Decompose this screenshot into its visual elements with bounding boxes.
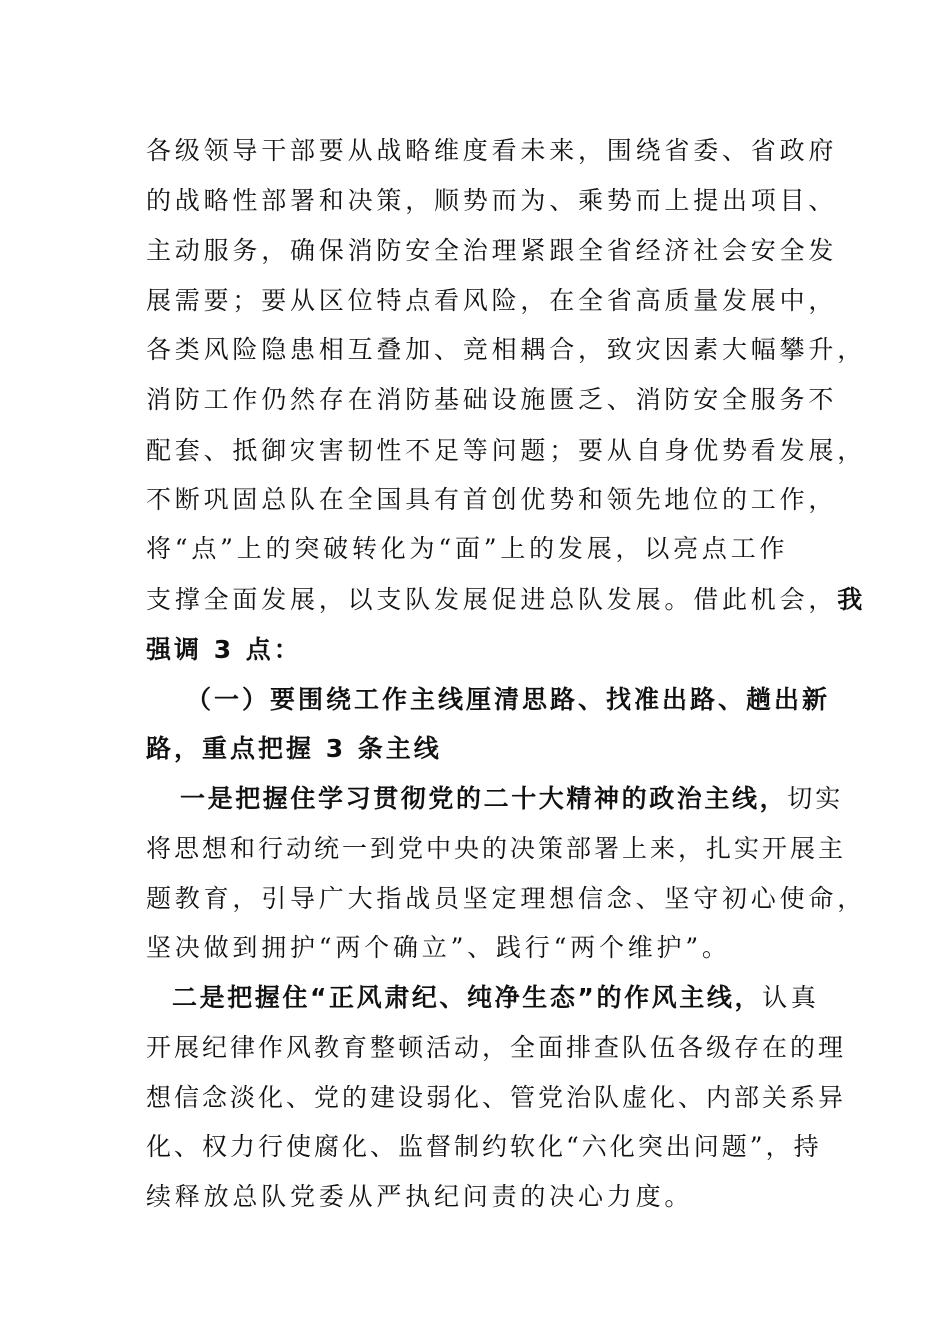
body-text-line: 想信念淡化、党的建设弱化、管党治队虚化、内部关系异 [146, 1083, 847, 1112]
body-text-segment: 切实 [787, 784, 844, 813]
bold-text-segment: 我 [837, 585, 865, 614]
body-text-line: 坚决做到拥护“两个确立”、践行“两个维护”。 [146, 933, 731, 962]
body-text-line: 主动服务，确保消防安全治理紧跟全省经济社会安全发 [146, 236, 838, 265]
body-text-line: 将思想和行动统一到党中央的决策部署上来，扎实开展主 [146, 834, 847, 863]
body-text-line: 各类风险隐患相互叠加、竞相耦合，致灾因素大幅攀升， [146, 335, 867, 364]
body-text-line: 不断巩固总队在全国具有首创优势和领先地位的工作， [146, 485, 838, 514]
section-heading: （一）要围绕工作主线厘清思路、找准出路、趟出新 [186, 685, 831, 714]
body-text-line: 的战略性部署和决策，顺势而为、乘势而上提出项目、 [146, 186, 838, 215]
body-text-line [146, 580, 865, 620]
body-text-line: 将“点”上的突破转化为“面”上的发展，以亮点工作 [146, 534, 789, 563]
body-text-line: 续释放总队党委从严执纪问责的决心力度。 [146, 1182, 694, 1211]
body-text-line: 展需要；要从区位特点看风险，在全省高质量发展中， [146, 286, 838, 315]
body-text-line: 消防工作仍然存在消防基础设施匮乏、消防安全服务不 [146, 385, 838, 414]
body-text-line: 配套、抵御灾害韧性不足等问题；要从自身优势看发展， [146, 436, 867, 465]
body-text-line: 各级领导干部要从战略维度看未来，围绕省委、省政府 [146, 136, 838, 165]
bold-text-line: 强调 3 点： [146, 635, 302, 664]
body-text-line: 化、权力行使腐化、监督制约软化“六化突出问题”，持 [146, 1132, 822, 1161]
paragraph-first-line [180, 779, 843, 819]
body-text-line: 开展纪律作风教育整顿活动，全面排查队伍各级存在的理 [146, 1033, 847, 1062]
section-heading-continued: 路，重点把握 3 条主线 [146, 734, 442, 763]
body-text-segment: 支撑全面发展，以支队发展促进总队发展。借此机会， [146, 585, 838, 614]
body-text-line: 题教育，引导广大指战员坚定理想信念、坚守初心使命， [146, 884, 867, 913]
paragraph-first-line [172, 978, 820, 1018]
bold-lead-text: 一是把握住学习贯彻党的二十大精神的政治主线， [180, 784, 788, 813]
bold-lead-text: 二是把握住“正风肃纪、纯净生态”的作风主线， [172, 983, 763, 1012]
body-text-segment: 认真 [762, 983, 820, 1012]
